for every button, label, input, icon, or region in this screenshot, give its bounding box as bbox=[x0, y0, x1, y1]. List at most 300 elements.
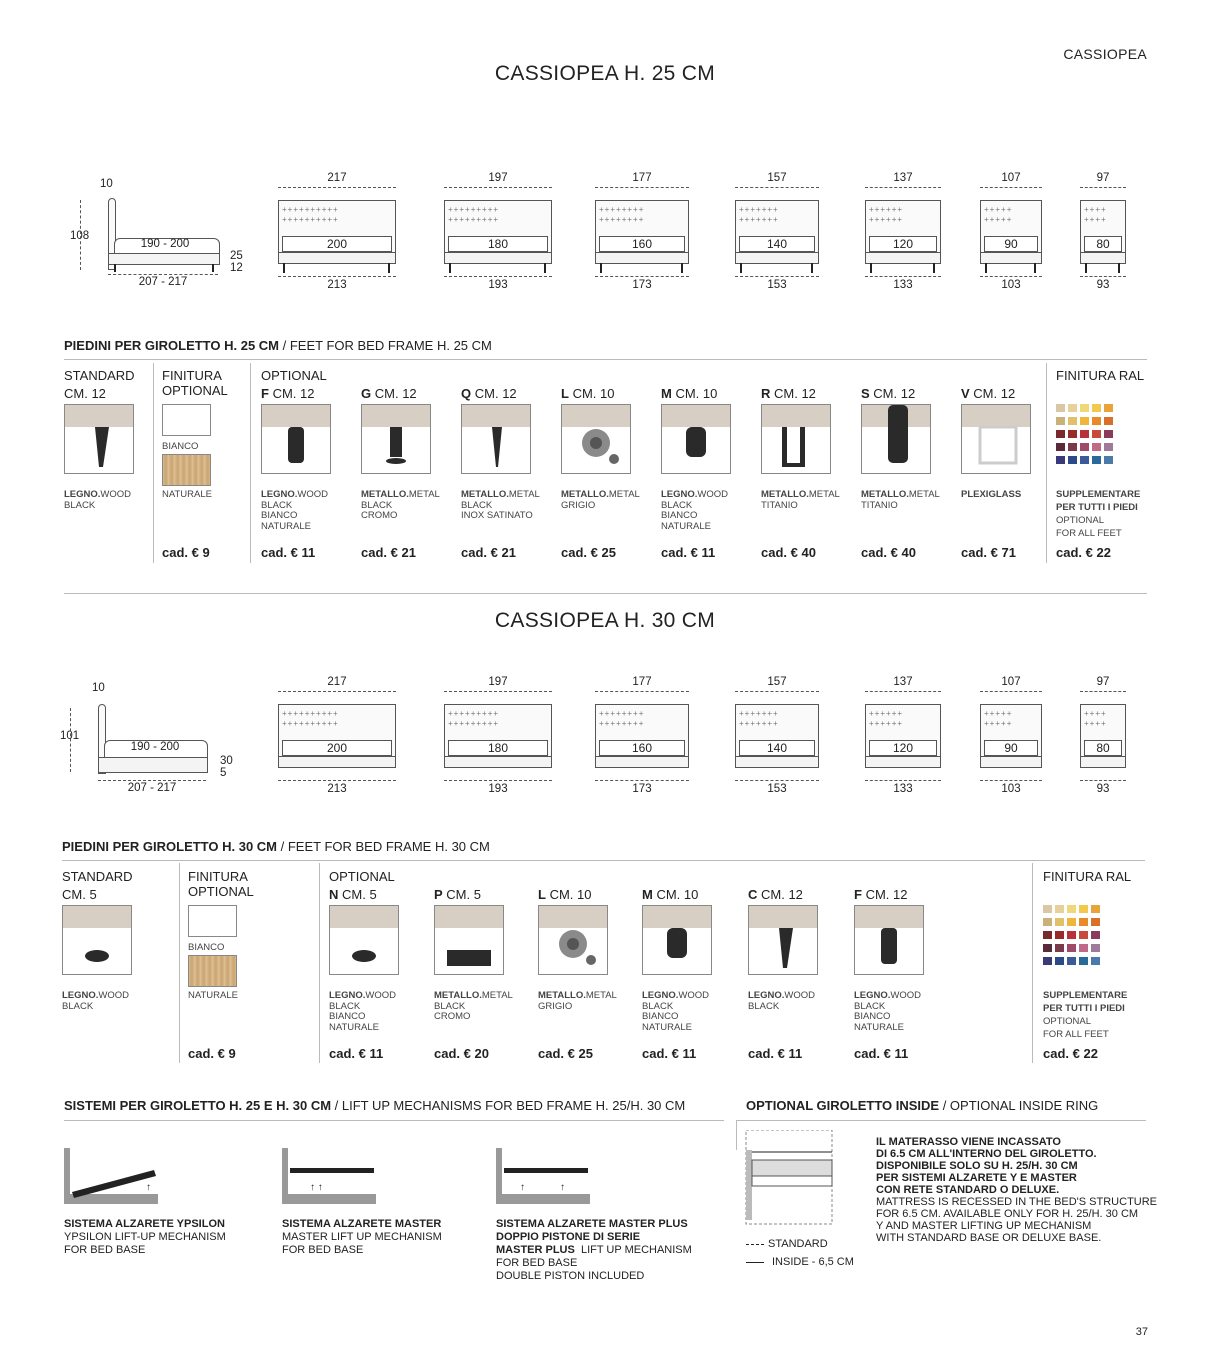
mattress-width: 120 bbox=[869, 740, 937, 756]
dimension-line bbox=[980, 276, 1042, 277]
ral-swatch bbox=[1091, 957, 1100, 965]
svg-text:↑: ↑ bbox=[146, 1182, 151, 1193]
material-label: METALLO. bbox=[861, 489, 909, 500]
foot-code: G bbox=[361, 386, 372, 401]
lift-mechanism-master bbox=[282, 1140, 512, 1300]
bed-sizes-25 bbox=[270, 170, 1160, 300]
foot-code: V bbox=[961, 386, 970, 401]
material-label-en: WOOD bbox=[678, 990, 710, 1001]
tufting: ++++ bbox=[1084, 205, 1107, 214]
natural-finish-swatch bbox=[188, 955, 237, 987]
inside-note-it: DI 6.5 CM ALL'INTERNO DEL GIROLETTO. bbox=[876, 1148, 1097, 1160]
foot-code-size bbox=[361, 386, 417, 401]
foot-code-size bbox=[329, 887, 377, 902]
leg bbox=[681, 263, 683, 273]
bed-frame bbox=[595, 756, 689, 768]
foot-icon bbox=[435, 906, 503, 974]
foot-size: CM. 12 bbox=[973, 386, 1016, 401]
finish-option: CROMO bbox=[361, 510, 398, 521]
bed-sizes-30 bbox=[270, 674, 1160, 804]
material-label-en: METAL bbox=[808, 489, 840, 500]
ral-swatch bbox=[1104, 404, 1113, 412]
foot-icon bbox=[262, 405, 330, 473]
ral-swatch bbox=[1056, 456, 1065, 464]
lift-diagram-icon bbox=[282, 1148, 378, 1214]
ral-swatch bbox=[1079, 931, 1088, 939]
foot-icon bbox=[749, 906, 817, 974]
head-width: 217 bbox=[327, 676, 347, 688]
foot-code-size bbox=[538, 887, 591, 902]
material-label-en: METAL bbox=[585, 990, 617, 1001]
material-info bbox=[561, 490, 640, 511]
head-width: 197 bbox=[488, 172, 508, 184]
inside-note-en: FOR 6.5 CM. AVAILABLE ONLY FOR H. 25/H. 30 CM bbox=[876, 1208, 1139, 1220]
ral-swatch bbox=[1092, 456, 1101, 464]
finish-option: CROMO bbox=[434, 1011, 471, 1022]
head-width: 137 bbox=[893, 172, 913, 184]
lift-subtitle: DOPPIO PISTONE DI SERIE bbox=[496, 1231, 641, 1243]
page-number: 37 bbox=[1135, 1326, 1148, 1338]
ral-swatch bbox=[1068, 456, 1077, 464]
optional-label: OPTIONAL bbox=[261, 368, 327, 383]
ral-swatch bbox=[1092, 404, 1101, 412]
section-title-30: CASSIOPEA H. 30 CM bbox=[494, 609, 716, 632]
bed-width: 133 bbox=[893, 279, 913, 291]
finish-option: TITANIO bbox=[761, 499, 798, 511]
feet-table-30 bbox=[0, 865, 1220, 1075]
ral-swatch bbox=[1068, 417, 1077, 425]
bed-front-90 bbox=[980, 674, 1042, 804]
leg bbox=[283, 263, 285, 273]
leg bbox=[544, 263, 546, 273]
material-info bbox=[434, 991, 513, 1023]
headboard-thickness: 10 bbox=[92, 682, 105, 694]
bed-width: 93 bbox=[1096, 279, 1110, 291]
foot-code-size bbox=[748, 887, 803, 902]
bed-front-200 bbox=[278, 170, 396, 300]
bed-frame bbox=[108, 253, 220, 265]
material-label: LEGNO. bbox=[64, 489, 101, 500]
leg bbox=[449, 263, 451, 273]
leg bbox=[740, 263, 742, 273]
finish-option: BLACK bbox=[361, 499, 393, 511]
ral-swatch bbox=[1067, 957, 1076, 965]
dimension-line bbox=[1080, 780, 1126, 781]
material-label: LEGNO. bbox=[661, 489, 698, 500]
ral-swatch bbox=[1055, 918, 1064, 926]
ral-swatch bbox=[1056, 417, 1065, 425]
inside-ring-diagram-icon bbox=[740, 1130, 840, 1230]
foot-option-q bbox=[461, 364, 557, 564]
feet-heading-25: PIEDINI PER GIROLETTO H. 25 CM / FEET FOR BED FRAME H. 25 CM bbox=[64, 338, 492, 353]
foot-size: CM. 12 bbox=[774, 386, 816, 401]
lift-diagram-icon bbox=[496, 1148, 592, 1214]
bed-frame bbox=[865, 252, 941, 264]
tufting: ++++++ bbox=[869, 709, 904, 718]
ral-swatch bbox=[1091, 931, 1100, 939]
ral-note: OPTIONAL bbox=[1056, 515, 1105, 526]
ral-swatch bbox=[1091, 918, 1100, 926]
feet-heading-30: PIEDINI PER GIROLETTO H. 30 CM / FEET FOR BED FRAME H. 30 CM bbox=[62, 839, 490, 854]
tufting: +++++ bbox=[984, 719, 1013, 728]
white-finish-label: BIANCO bbox=[162, 441, 199, 452]
tufting: ++++++++ bbox=[599, 205, 645, 214]
foot-option-c bbox=[748, 865, 844, 1065]
bed-frame bbox=[444, 252, 552, 264]
ral-swatch bbox=[1104, 443, 1113, 451]
finish-optional bbox=[162, 364, 252, 564]
price: cad. € 21 bbox=[361, 545, 416, 560]
material-info bbox=[748, 991, 815, 1012]
dimension-line bbox=[980, 187, 1042, 188]
dimension-line bbox=[70, 708, 71, 772]
foot-photo bbox=[642, 905, 712, 975]
lift-mechanisms bbox=[0, 1140, 740, 1300]
foot-photo bbox=[64, 404, 134, 474]
ral-swatch bbox=[1068, 443, 1077, 451]
price: cad. € 20 bbox=[434, 1046, 489, 1061]
bed-width: 193 bbox=[488, 279, 508, 291]
material-info bbox=[642, 991, 709, 1033]
bed-width: 213 bbox=[327, 279, 347, 291]
price: cad. € 9 bbox=[188, 1046, 236, 1061]
material-label-en: WOOD bbox=[890, 990, 922, 1001]
dimension-line bbox=[278, 187, 396, 188]
foot-size: CM. 10 bbox=[656, 887, 699, 902]
standard-size: CM. 12 bbox=[64, 386, 106, 401]
mattress-width: 80 bbox=[1084, 236, 1122, 252]
bed-frame bbox=[865, 756, 941, 768]
lift-diagram-icon bbox=[64, 1148, 160, 1214]
foot-option-g bbox=[361, 364, 457, 564]
material-info bbox=[361, 490, 440, 522]
finish-option: BLACK bbox=[64, 499, 96, 511]
tufting: ++++ bbox=[1084, 719, 1107, 728]
ral-swatch bbox=[1080, 456, 1089, 464]
leg bbox=[985, 263, 987, 273]
leg bbox=[870, 263, 872, 273]
finish-option: NATURALE bbox=[642, 1021, 692, 1033]
foot-code-size bbox=[761, 386, 816, 401]
section-title-25: CASSIOPEA H. 25 CM bbox=[494, 62, 716, 85]
dimension-line bbox=[735, 780, 819, 781]
mattress-width: 90 bbox=[984, 740, 1038, 756]
finish-label: FINITURA bbox=[188, 869, 248, 884]
bed-width: 213 bbox=[327, 783, 347, 795]
ral-color-swatches bbox=[1043, 905, 1103, 975]
dimension-line bbox=[865, 187, 941, 188]
material-label: LEGNO. bbox=[642, 990, 679, 1001]
lift-desc-line: MASTER LIFT UP MECHANISM bbox=[282, 1231, 442, 1243]
bed-front-120 bbox=[865, 674, 941, 804]
tufting: ++++++ bbox=[869, 719, 904, 728]
material-info bbox=[461, 490, 540, 522]
leg bbox=[388, 263, 390, 273]
foot-code: L bbox=[561, 386, 569, 401]
material-label: METALLO. bbox=[461, 489, 509, 500]
bed-front-140 bbox=[735, 170, 819, 300]
tufting: ++++ bbox=[1084, 215, 1107, 224]
finish-option: BLACK bbox=[661, 499, 693, 511]
head-width: 107 bbox=[1001, 676, 1021, 688]
material-label-en: WOOD bbox=[365, 990, 397, 1001]
bed-frame bbox=[1080, 756, 1126, 768]
ral-swatch bbox=[1055, 931, 1064, 939]
bed-front-160 bbox=[595, 674, 689, 804]
ral-label: FINITURA RAL bbox=[1056, 368, 1145, 383]
ral-note: PER TUTTI I PIEDI bbox=[1056, 502, 1138, 513]
foot-photo bbox=[854, 905, 924, 975]
frame-height: 25 bbox=[230, 250, 243, 262]
finish-option: BIANCO bbox=[329, 1011, 366, 1022]
material-info bbox=[854, 991, 921, 1033]
foot-size: CM. 12 bbox=[865, 887, 908, 902]
total-length: 207 - 217 bbox=[138, 276, 188, 288]
height-dimension: 108 bbox=[70, 230, 90, 242]
foot-size: CM. 12 bbox=[374, 386, 417, 401]
ral-swatch bbox=[1055, 957, 1064, 965]
leg bbox=[114, 264, 116, 272]
tufting: +++++++ bbox=[739, 719, 779, 728]
bed-front-180 bbox=[444, 674, 552, 804]
foot-icon bbox=[362, 405, 430, 473]
dimension-line bbox=[865, 691, 941, 692]
bed-width: 133 bbox=[893, 783, 913, 795]
finish-option: BIANCO bbox=[261, 510, 298, 521]
dimension-line bbox=[735, 691, 819, 692]
material-label: METALLO. bbox=[761, 489, 809, 500]
dimension-line bbox=[444, 780, 552, 781]
finish-option: GRIGIO bbox=[561, 499, 596, 511]
material-label: METALLO. bbox=[561, 489, 609, 500]
price: cad. € 11 bbox=[854, 1046, 909, 1061]
foot-icon bbox=[962, 405, 1030, 473]
material-label-en: WOOD bbox=[697, 489, 729, 500]
price: cad. € 11 bbox=[642, 1046, 697, 1061]
foot-code-size bbox=[861, 386, 915, 401]
material-label-en: METAL bbox=[481, 990, 513, 1001]
standard-foot bbox=[62, 865, 152, 1065]
foot-icon bbox=[855, 906, 923, 974]
finish-option: BLACK bbox=[461, 499, 493, 511]
tufting: +++++++ bbox=[739, 709, 779, 718]
finish-option: BLACK bbox=[329, 1000, 361, 1012]
foot-option-v bbox=[961, 364, 1057, 564]
foot-photo bbox=[461, 404, 531, 474]
tufting: +++++++++ bbox=[448, 719, 500, 728]
lift-desc bbox=[496, 1244, 692, 1256]
divider bbox=[64, 1120, 724, 1121]
finish-option: TITANIO bbox=[861, 499, 898, 511]
material-label-en: WOOD bbox=[297, 489, 329, 500]
head-width: 137 bbox=[893, 676, 913, 688]
headboard-thickness: 10 bbox=[100, 178, 113, 190]
mattress-width: 80 bbox=[1084, 740, 1122, 756]
material-label-en: METAL bbox=[508, 489, 540, 500]
finish-option: BLACK bbox=[261, 499, 293, 511]
finish-optional bbox=[188, 865, 278, 1065]
foot-size: CM. 12 bbox=[474, 386, 517, 401]
ral-swatch bbox=[1067, 905, 1076, 913]
foot-option-m bbox=[642, 865, 738, 1065]
dimension-line bbox=[980, 780, 1042, 781]
dimension-line bbox=[1080, 187, 1126, 188]
foot-code: C bbox=[748, 887, 758, 902]
mattress-length: 190 - 200 bbox=[140, 238, 190, 250]
dimension-line bbox=[278, 691, 396, 692]
dimension-line bbox=[98, 780, 206, 781]
tufting: ++++++++++ bbox=[282, 205, 339, 214]
foot-photo bbox=[861, 404, 931, 474]
foot-photo bbox=[761, 404, 831, 474]
brand-label: CASSIOPEA bbox=[1063, 46, 1147, 62]
material-label: PLEXIGLASS bbox=[961, 489, 1022, 500]
finish-option: NATURALE bbox=[261, 520, 311, 532]
mattress-width: 160 bbox=[599, 236, 685, 252]
foot-option-m bbox=[661, 364, 757, 564]
lift-heading: SISTEMI PER GIROLETTO H. 25 E H. 30 CM / LIFT UP MECHANISMS FOR BED FRAME H. 25/H. 30 CM bbox=[64, 1098, 686, 1113]
foot-size: CM. 12 bbox=[272, 386, 315, 401]
tufting: +++++ bbox=[984, 205, 1013, 214]
foot-option-f bbox=[854, 865, 950, 1065]
foot-size: CM. 10 bbox=[572, 386, 615, 401]
ral-note: SUPPLEMENTARE bbox=[1043, 990, 1128, 1001]
divider bbox=[64, 359, 1147, 360]
dimension-line bbox=[980, 691, 1042, 692]
dimension-line bbox=[865, 780, 941, 781]
finish-option: BLACK bbox=[642, 1000, 674, 1012]
material-info bbox=[861, 490, 940, 511]
side-view-25 bbox=[70, 178, 260, 298]
tufting: ++++++ bbox=[869, 205, 904, 214]
standard-foot bbox=[64, 364, 154, 564]
leg bbox=[1034, 263, 1036, 273]
bed-width: 153 bbox=[767, 279, 787, 291]
dimension-line bbox=[444, 691, 552, 692]
finish-option: NATURALE bbox=[661, 520, 711, 532]
material-info bbox=[961, 490, 1021, 501]
legend-dash bbox=[746, 1244, 764, 1245]
ral-swatch bbox=[1092, 430, 1101, 438]
lift-mechanism-plus bbox=[496, 1140, 726, 1300]
bed-frame bbox=[278, 252, 396, 264]
foot-photo bbox=[329, 905, 399, 975]
dimension-line bbox=[595, 276, 689, 277]
tufting: +++++ bbox=[984, 709, 1013, 718]
lift-mechanism-ypsilon bbox=[64, 1140, 294, 1300]
dimension-line bbox=[1080, 276, 1126, 277]
white-finish-label: BIANCO bbox=[188, 942, 225, 953]
side-view-30 bbox=[60, 682, 250, 802]
ral-swatch bbox=[1067, 944, 1076, 952]
foot-icon bbox=[862, 405, 930, 473]
foot-code: R bbox=[761, 386, 771, 401]
tufting: +++++++++ bbox=[448, 709, 500, 718]
white-finish-swatch bbox=[188, 905, 237, 937]
inside-note-it: DISPONIBILE SOLO SU H. 25/H. 30 CM bbox=[876, 1160, 1078, 1172]
bed-frame bbox=[444, 756, 552, 768]
ral-swatch bbox=[1091, 944, 1100, 952]
price: cad. € 22 bbox=[1056, 545, 1111, 560]
finish-option: INOX SATINATO bbox=[461, 510, 533, 521]
foot-option-p bbox=[434, 865, 530, 1065]
ral-color-swatches bbox=[1056, 404, 1116, 474]
finish-option: GRIGIO bbox=[538, 1000, 573, 1012]
price: cad. € 22 bbox=[1043, 1046, 1098, 1061]
foot-code-size bbox=[461, 386, 517, 401]
price: cad. € 25 bbox=[561, 545, 616, 560]
bed-frame bbox=[980, 252, 1042, 264]
finish-option: BLACK bbox=[62, 1000, 94, 1012]
dimension-line bbox=[735, 187, 819, 188]
tufting: ++++++++ bbox=[599, 719, 645, 728]
ral-swatch bbox=[1079, 944, 1088, 952]
foot-photo bbox=[748, 905, 818, 975]
ral-swatch bbox=[1067, 931, 1076, 939]
head-width: 157 bbox=[767, 676, 787, 688]
foot-code: M bbox=[642, 887, 653, 902]
ral-swatch bbox=[1092, 417, 1101, 425]
material-info bbox=[329, 991, 396, 1033]
mattress-width: 90 bbox=[984, 236, 1038, 252]
head-width: 107 bbox=[1001, 172, 1021, 184]
ral-label: FINITURA RAL bbox=[1043, 869, 1132, 884]
price: cad. € 11 bbox=[661, 545, 716, 560]
ral-swatch bbox=[1080, 430, 1089, 438]
mattress-width: 140 bbox=[739, 740, 815, 756]
foot-photo bbox=[361, 404, 431, 474]
leg bbox=[933, 263, 935, 273]
foot-code-size bbox=[961, 386, 1015, 401]
finish-label-2: OPTIONAL bbox=[162, 383, 228, 398]
bed-front-80 bbox=[1080, 170, 1126, 300]
natural-finish-label: NATURALE bbox=[162, 489, 212, 500]
lift-name: MASTER PLUS bbox=[496, 1244, 575, 1256]
bed-width: 153 bbox=[767, 783, 787, 795]
svg-text:↑: ↑ bbox=[520, 1182, 525, 1193]
ral-swatch bbox=[1043, 931, 1052, 939]
bed-frame bbox=[278, 756, 396, 768]
foot-icon bbox=[562, 405, 630, 473]
price: cad. € 25 bbox=[538, 1046, 593, 1061]
price: cad. € 11 bbox=[261, 545, 316, 560]
mattress-width: 200 bbox=[282, 740, 392, 756]
tufting: +++++++++ bbox=[448, 215, 500, 224]
material-label-en: METAL bbox=[608, 489, 640, 500]
tufting: ++++++++++ bbox=[282, 215, 339, 224]
bed-width: 173 bbox=[632, 783, 652, 795]
lift-desc-line: FOR BED BASE bbox=[64, 1244, 146, 1256]
mattress-length: 190 - 200 bbox=[130, 741, 180, 753]
foot-code-size bbox=[561, 386, 614, 401]
foot-code: F bbox=[261, 386, 269, 401]
dimension-line bbox=[444, 187, 552, 188]
ral-note: OPTIONAL bbox=[1043, 1016, 1092, 1027]
material-label-en: WOOD bbox=[98, 990, 130, 1001]
ral-swatch bbox=[1079, 918, 1088, 926]
frame-height: 30 bbox=[220, 755, 233, 767]
lift-title: SISTEMA ALZARETE MASTER bbox=[282, 1218, 442, 1230]
tufting: +++++++++ bbox=[448, 205, 500, 214]
foot-icon bbox=[762, 405, 830, 473]
feet-table-25 bbox=[0, 364, 1220, 574]
tufting: +++++++ bbox=[739, 205, 779, 214]
mattress-width: 200 bbox=[282, 236, 392, 252]
ral-swatch bbox=[1104, 456, 1113, 464]
white-finish-swatch bbox=[162, 404, 211, 436]
foot-option-s bbox=[861, 364, 957, 564]
price: cad. € 11 bbox=[329, 1046, 384, 1061]
